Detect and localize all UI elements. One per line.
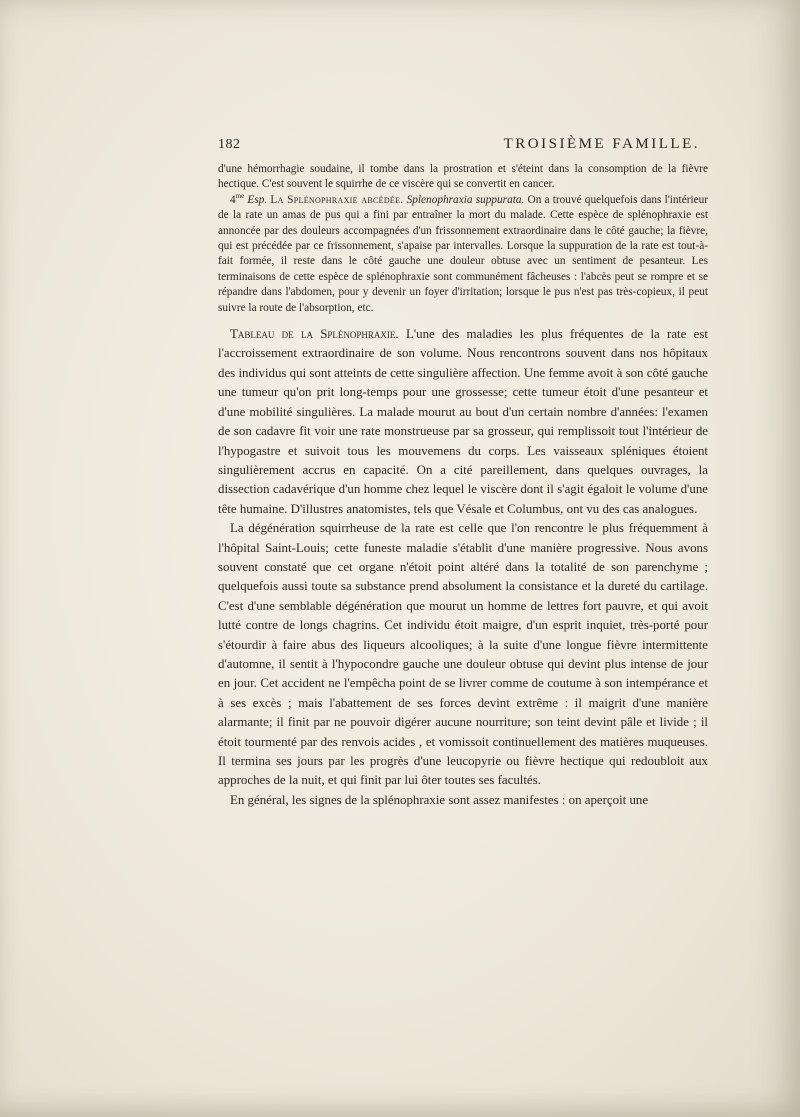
paragraph-species-4 xyxy=(218,193,708,316)
text-block xyxy=(218,136,708,810)
tableau-body: L'une des maladies les plus fréquentes de la rate est l'accroissement extraordinaire de son volume. Nous rencontrons souvent dans nos hôpitaux des individus qui sont atteints de cette singulière affection. Une femme avoit à son côté gauche une tumeur qu'on prit long-temps pour une grossesse; cette tumeur étoit d'une pesanteur et d'une mobilité singulières. La malade mourut au bout d'un certain nombre d'années: l'examen de son cadavre fit voir une rate monstrueuse par sa grosseur, qui remplissoit tout l'intérieur de l'hypogastre et suivoit tous les mouvemens du corps. Les vaisseaux spléniques étoient singulièrement accrus en capacité. On a cité pareillement, dans quelques ouvrages, la dissection cadavérique d'un homme chez lequel le viscère dont il s'agit égaloit le volume d'une tête humaine. D'illustres anatomistes, tels que Vésale et Columbus, ont vu des cas analogues. xyxy=(218,327,708,516)
tableau-heading: Tableau de la Splénophraxie. xyxy=(230,327,399,342)
species-latin-name: Splenophraxia suppurata. xyxy=(406,193,525,206)
species-esp: Esp. xyxy=(247,193,268,206)
species-number-sup: me xyxy=(235,192,245,201)
paragraph-degeneration: La dégénération squirrheuse de la rate est celle que l'on rencontre le plus fréquemment à l'hôpital Saint-Louis; cette funeste maladie s'établit d'une manière progressive. Nous avons souvent constaté que cet organe n'étoit point altéré dans la totalité de son parenchyme ; quelquefois aussi toute sa substance prend absolument la consistance et la dureté du cartilage. C'est d'une semblable dégénération que mourut un homme de lettres fort pauvre, et qui avoit lutté contre de longs chagrins. Cet individu étoit maigre, d'un esprit inquiet, très-porté pour s'étourdir à faire abus des liqueurs alcooliques; à la suite d'une longue fièvre intermittente d'automne, il sentit à l'hypocondre gauche une douleur obtuse qui devint plus intense de jour en jour. Cet accident ne l'empêcha point de se livrer comme de coutume à son intempérance et à ses excès ; mais l'abattement de ses forces devint extrême : il maigrit d'une manière alarmante; il finit par ne pouvoir digérer aucune nourriture; son teint devint pâle et livide ; il étoit tourmenté par des renvois acides , et vomissoit continuellement des matières muqueuses. Il termina ses jours par les progrès d'une leucopyrie ou fièvre hectique qui redoubloit aux approches de la nuit, et qui finit par lui ôter toutes ses facultés. xyxy=(218,521,708,788)
page-header xyxy=(218,136,708,156)
paragraph-tableau xyxy=(218,325,708,519)
species-number: 4 xyxy=(230,193,236,206)
running-title: TROISIÈME FAMILLE. xyxy=(503,136,700,152)
species-name: La Splénophraxie abcédée. xyxy=(270,193,404,206)
paragraph-general: En général, les signes de la splénophraxie sont assez manifestes : on aperçoit une xyxy=(230,792,649,807)
page-number: 182 xyxy=(218,137,241,152)
paragraph-continuation: d'une hémorrhagie soudaine, il tombe dans la prostration et s'éteint dans la consomption de la fièvre hectique. C'est souvent le squirrhe de ce viscère qui se convertit en cancer. xyxy=(218,163,708,191)
species-body: On a trouvé quelquefois dans l'intérieur de la rate un amas de pus qui a fini par entraîner la mort du malade. Cette espèce de splénophraxie est annoncée par des douleurs accompagnées d'un frissonnement extraordinaire dans le côté gauche; la fièvre, qui est précédée par ce frissonnement, s'apaise par intervalles. Lorsque la suppuration de la rate est tout-à-fait formée, il reste dans le côté gauche une douleur obtuse avec un sentiment de pesanteur. Les terminaisons de cette espèce de splénophraxie sont communément fâcheuses : l'abcès peut se rompre et se répandre dans l'abdomen, pour y devenir un foyer d'irritation; lorsque le pus n'est pas très-copieux, il peut suivre la route de l'absorption, etc. xyxy=(218,193,709,314)
